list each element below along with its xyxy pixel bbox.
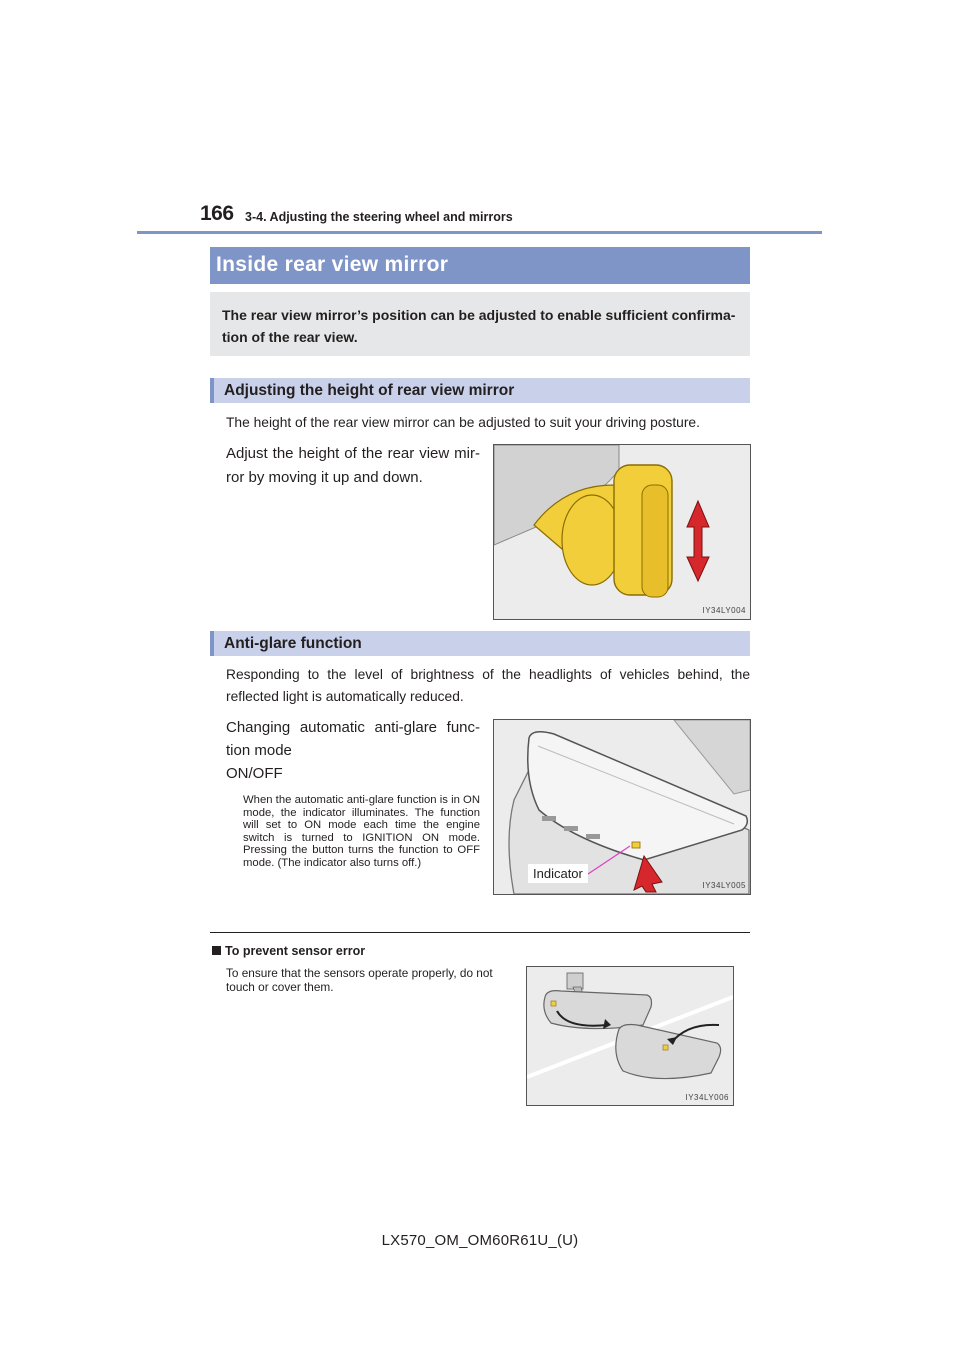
onoff-label: ON/OFF — [226, 765, 283, 782]
page-title: Inside rear view mirror — [216, 253, 449, 276]
antiglare-body-text: Responding to the level of brightness of the headlights of vehicles behind, the reflected light is automatically reduced. — [226, 667, 750, 704]
figure-code-006: IY34LY006 — [685, 1093, 729, 1102]
sensor-figure — [526, 966, 734, 1106]
note-text: To ensure that the sensors operate properly, do not touch or cover them. — [226, 966, 493, 994]
mirror-height-illustration — [494, 445, 750, 619]
antiglare-detail-text: When the automatic anti-glare function is in ON mode, the indicator illuminates. The function will set to ON mode each time the engine switch is turned to IGNITION ON mode. Pressing the button turns the function to OFF mode. (The indicator also turns off.) — [243, 794, 480, 869]
page-number: 166 — [200, 202, 234, 225]
note-title — [212, 944, 365, 958]
height-body-text: The height of the rear view mirror can be adjusted to suit your driving posture. — [226, 415, 700, 430]
subheading-height — [210, 378, 750, 403]
subheading-height-text: Adjusting the height of rear view mirror — [224, 382, 515, 399]
subheading-antiglare-text: Anti-glare function — [224, 635, 362, 652]
intro-text: The rear view mirror’s position can be adjusted to enable sufficient confirma-tion of the rear view. — [222, 307, 736, 345]
header-rule — [137, 231, 822, 234]
section-divider — [210, 932, 750, 933]
intro-box — [210, 292, 750, 356]
indicator-label: Indicator — [528, 864, 588, 883]
antiglare-mode-label: Changing automatic anti-glare func-tion mode — [226, 719, 480, 759]
title-band — [210, 247, 750, 284]
height-figure — [493, 444, 751, 620]
footer-code: LX570_OM_OM60R61U_(U) — [381, 1232, 579, 1249]
square-bullet-icon — [212, 946, 221, 955]
subheading-antiglare — [210, 631, 750, 656]
section-header: 3-4. Adjusting the steering wheel and mirrors — [245, 210, 513, 224]
height-instruction-text: Adjust the height of the rear view mir-ror by moving it up and down. — [226, 445, 480, 486]
note-title-text: To prevent sensor error — [225, 944, 366, 958]
figure-code-004: IY34LY004 — [702, 606, 746, 615]
figure-code-005: IY34LY005 — [702, 881, 746, 890]
sensor-illustration — [527, 967, 733, 1105]
